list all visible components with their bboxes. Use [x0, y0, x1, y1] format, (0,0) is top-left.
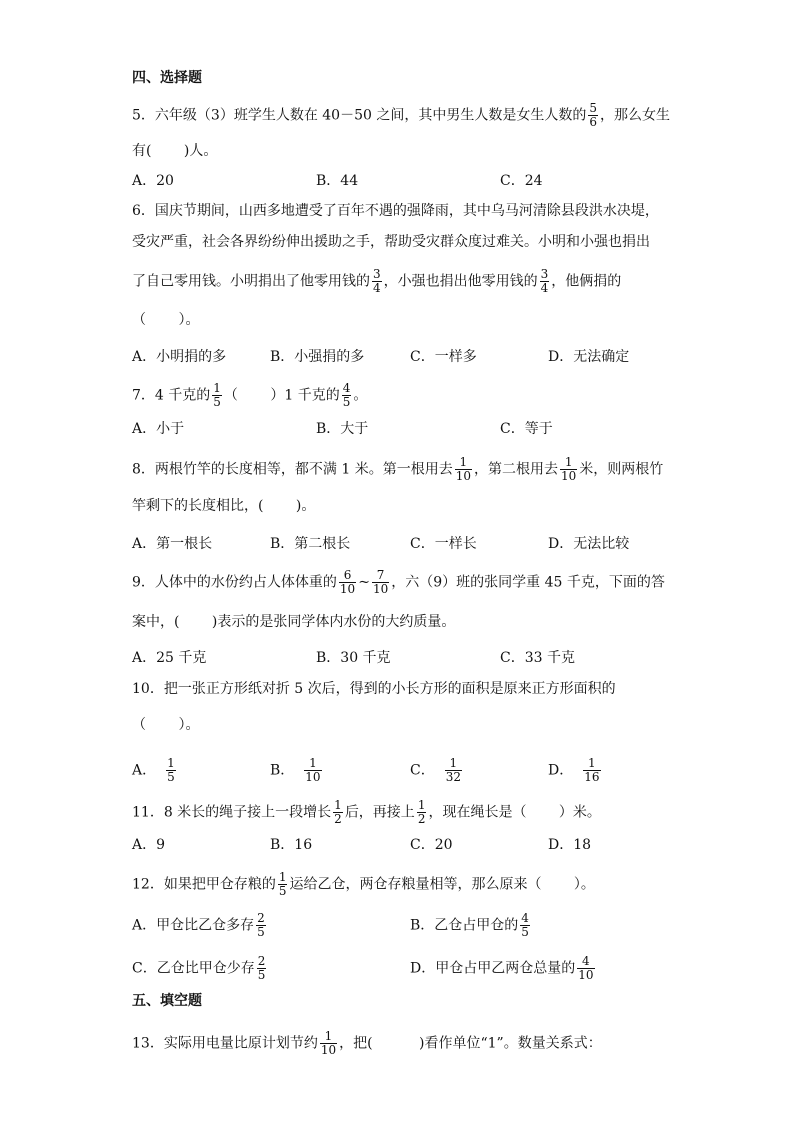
q9-text-a: 9．人体中的水份约占人体体重的: [132, 574, 337, 591]
q8-option-d[interactable]: D．无法比较: [548, 536, 630, 552]
q6-option-b[interactable]: B．小强捐的多: [270, 349, 365, 365]
q10-option-c-fraction: $\frac{1}{32}$: [445, 756, 461, 784]
q5-text-a: 5．六年级（3）班学生人数在 40－50 之间，其中男生人数是女生人数的: [132, 107, 587, 124]
q12-option-a[interactable]: A．甲仓比乙仓多存 $\frac{2}{5}$: [132, 911, 265, 939]
q12-option-a-fraction: $\frac{2}{5}$: [257, 911, 265, 939]
question-6-line-1: 6．国庆节期间，山西多地遭受了百年不遇的强降雨，其中乌马河清除县段洪水决堤，: [132, 203, 659, 219]
q6-fraction-2: $\frac{3}{4}$: [540, 267, 549, 295]
q10-option-a-fraction: $\frac{1}{5}$: [167, 756, 175, 784]
q11-text-c: ，现在绳长是（ ）米。: [428, 804, 601, 821]
q9-fraction-2: $\frac{7}{10}$: [372, 568, 389, 596]
q10-option-a[interactable]: A． $\frac{1}{5}$: [132, 756, 175, 784]
q6-text-b: ，小强也捐出他零用钱的: [383, 273, 538, 290]
q10-option-c[interactable]: C． $\frac{1}{32}$: [410, 756, 461, 784]
question-6-line-4: （ ）。: [132, 312, 200, 328]
q7-text-b: （ ）1 千克的: [223, 387, 340, 404]
q11-fraction-2: $\frac{1}{2}$: [417, 798, 426, 826]
q12-text-a: 12．如果把甲仓存粮的: [132, 876, 276, 893]
q12-option-d-fraction: $\frac{4}{10}$: [578, 954, 594, 982]
q11-option-c[interactable]: C．20: [410, 837, 453, 853]
q12-fraction: $\frac{1}{5}$: [278, 870, 287, 898]
q12-option-b[interactable]: B．乙仓占甲仓的 $\frac{4}{5}$: [410, 911, 529, 939]
question-11: [132, 799, 601, 826]
q6-text-a: 了自己零用钱。小明捐出了他零用钱的: [132, 273, 370, 290]
question-5-line-1: [132, 102, 670, 129]
question-8-line-2: 竿剩下的长度相比，( )。: [132, 498, 316, 514]
q5-option-c[interactable]: C．24: [500, 173, 543, 189]
q8-fraction-1: $\frac{1}{10}$: [455, 455, 471, 483]
q12-option-b-fraction: $\frac{4}{5}$: [521, 911, 529, 939]
q7-text-a: 7．4 千克的: [132, 387, 211, 404]
q9-option-c[interactable]: C．33 千克: [500, 650, 575, 666]
q8-text-c: 米，则两根竹: [579, 461, 664, 478]
q11-text-a: 11．8 米长的绳子接上一段增长: [132, 804, 332, 821]
question-9-line-1: [132, 569, 665, 596]
section-heading-choice: 四、选择题: [132, 70, 202, 86]
q10-option-b-fraction: $\frac{1}{10}$: [305, 756, 321, 784]
q7-fraction-2: $\frac{4}{5}$: [342, 381, 351, 409]
question-8-line-1: [132, 456, 663, 483]
q10-option-b[interactable]: B． $\frac{1}{10}$: [270, 756, 321, 784]
q9-option-a[interactable]: A．25 千克: [132, 650, 207, 666]
q9-tilde: ~: [358, 574, 370, 591]
q7-option-b[interactable]: B．大于: [316, 421, 369, 437]
q8-text-a: 8．两根竹竿的长度相等，都不满 1 米。第一根用去: [132, 461, 453, 478]
q7-option-c[interactable]: C．等于: [500, 421, 553, 437]
q13-text-a: 13．实际用电量比原计划节约: [132, 1035, 318, 1052]
q7-fraction-1: $\frac{1}{5}$: [213, 381, 221, 409]
q7-option-a[interactable]: A．小于: [132, 421, 185, 437]
q5-fraction: $\frac{5}{6}$: [589, 101, 597, 129]
q11-option-d[interactable]: D．18: [548, 837, 592, 853]
q9-option-b[interactable]: B．30 千克: [316, 650, 391, 666]
q12-option-c-fraction: $\frac{2}{5}$: [257, 954, 266, 982]
q6-option-c[interactable]: C．一样多: [410, 349, 477, 365]
question-6-line-3: [132, 268, 621, 295]
q11-text-b: 后，再接上: [344, 804, 415, 821]
q11-option-b[interactable]: B．16: [270, 837, 313, 853]
question-10-line-1: 10．把一张正方形纸对折 5 次后，得到的小长方形的面积是原来正方形面积的: [132, 681, 616, 697]
question-12: [132, 871, 595, 898]
q8-option-a[interactable]: A．第一根长: [132, 536, 213, 552]
q10-option-d[interactable]: D． $\frac{1}{16}$: [548, 756, 600, 784]
q9-text-b: ，六（9）班的张同学重 45 千克，下面的答: [391, 574, 665, 591]
q8-option-b[interactable]: B．第二根长: [270, 536, 351, 552]
q7-text-c: 。: [353, 387, 368, 404]
question-10-line-2: （ ）。: [132, 717, 200, 733]
question-6-line-2: 受灾严重，社会各界纷纷伸出援助之手，帮助受灾群众度过难关。小明和小强也捐出: [132, 234, 650, 250]
q12-option-d[interactable]: D．甲仓占甲乙两仓总量的 $\frac{4}{10}$: [410, 954, 594, 982]
q9-fraction-1: $\frac{6}{10}$: [339, 568, 356, 596]
question-5-line-2: 有( )人。: [132, 143, 218, 159]
q12-option-c[interactable]: C．乙仓比甲仓少存 $\frac{2}{5}$: [132, 954, 266, 982]
q6-text-c: ，他俩捐的: [551, 273, 622, 290]
q11-option-a[interactable]: A．9: [132, 837, 166, 853]
q13-fraction: $\frac{1}{10}$: [320, 1029, 337, 1057]
q8-text-b: ，第二根用去: [474, 461, 558, 478]
q6-option-d[interactable]: D．无法确定: [548, 349, 630, 365]
question-13: [132, 1030, 602, 1057]
q11-fraction-1: $\frac{1}{2}$: [334, 798, 342, 826]
q6-option-a[interactable]: A．小明捐的多: [132, 349, 227, 365]
question-7: [132, 382, 367, 409]
q8-fraction-2: $\frac{1}{10}$: [561, 455, 577, 483]
question-9-line-2: 案中，( )表示的是张同学体内水份的大约质量。: [132, 614, 456, 630]
q8-option-c[interactable]: C．一样长: [410, 536, 477, 552]
q6-fraction-1: $\frac{3}{4}$: [373, 267, 381, 295]
q5-option-b[interactable]: B．44: [316, 173, 359, 189]
q5-option-a[interactable]: A．20: [132, 173, 174, 189]
q13-text-b: ，把( )看作单位“1”。数量关系式：: [339, 1035, 602, 1052]
q12-text-b: 运给乙仓，两仓存粮量相等，那么原来（ ）。: [289, 876, 595, 893]
q10-option-d-fraction: $\frac{1}{16}$: [584, 756, 600, 784]
q5-text-b: ，那么女生: [599, 107, 670, 124]
section-heading-fill: 五、填空题: [132, 993, 202, 1009]
